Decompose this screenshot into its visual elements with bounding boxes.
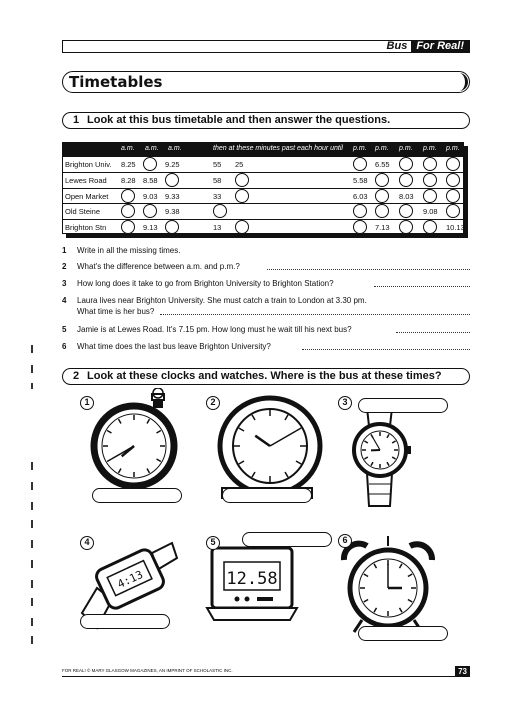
footer-copyright: FOR REAL! © MARY GLASGOW MAGAZINES, AN IMPRINT OF SCHOLASTIC INC.	[62, 668, 233, 673]
missing-time-circle[interactable]	[446, 204, 460, 218]
section-2-heading	[62, 368, 470, 385]
missing-time-circle[interactable]	[423, 220, 437, 234]
timetable-row	[63, 203, 463, 218]
stop-name: Brighton Univ.	[65, 160, 112, 169]
question-number: 2	[62, 262, 67, 271]
timetable-row	[63, 156, 463, 171]
mantel-clock-icon	[220, 398, 320, 498]
clock-2-number: 2	[206, 396, 220, 410]
stop-name: Open Market	[65, 191, 109, 201]
time-cell: 7.13	[375, 223, 390, 233]
missing-time-circle[interactable]	[446, 157, 460, 171]
time-cell: 8.03	[399, 191, 414, 201]
section-2-number: 2	[73, 370, 80, 382]
answer-line[interactable]	[302, 342, 470, 350]
missing-time-circle[interactable]	[121, 189, 135, 203]
time-cell: 33	[213, 191, 222, 201]
question-number: 5	[62, 325, 67, 334]
missing-time-circle[interactable]	[375, 204, 389, 218]
col-header: p.m.	[423, 145, 437, 152]
time-cell: 13	[213, 223, 222, 233]
time-cell: 9.25	[165, 160, 180, 169]
time-cell: 10.13	[446, 223, 465, 233]
page-number: 73	[455, 666, 470, 677]
question-text: Write in all the missing times.	[77, 246, 181, 255]
missing-time-circle[interactable]	[235, 220, 249, 234]
brand	[383, 40, 469, 53]
header-bus-label: Bus	[386, 40, 408, 52]
timetable-row	[63, 188, 463, 203]
digital-alarm-clock-icon	[207, 548, 297, 620]
time-cell: 58	[213, 175, 222, 185]
question-text: What time does the last bus leave Brighton University?	[77, 342, 271, 351]
time-cell: 9.08	[423, 207, 438, 217]
clocks-illustrations	[62, 388, 470, 650]
clock-6-number: 6	[338, 534, 352, 548]
header-for-real-label: For Real!	[411, 40, 469, 53]
missing-time-circle[interactable]	[423, 189, 437, 203]
missing-time-circle[interactable]	[399, 204, 413, 218]
timetable-row	[63, 219, 463, 234]
page-title-box	[62, 71, 470, 93]
section-1-heading	[62, 112, 470, 129]
svg-text:4:13: 4:13	[115, 567, 145, 591]
missing-time-circle[interactable]	[235, 173, 249, 187]
missing-time-circle[interactable]	[446, 173, 460, 187]
answer-line[interactable]	[160, 307, 470, 315]
question-text: Laura lives near Brighton University. She must catch a train to London at 3.30 pm.	[77, 296, 367, 305]
answer-box-1[interactable]	[92, 488, 182, 503]
section-1-text: Look at this bus timetable and then answer the questions.	[87, 114, 391, 126]
col-header: p.m.	[353, 145, 367, 152]
missing-time-circle[interactable]	[235, 189, 249, 203]
answer-box-6[interactable]	[358, 626, 448, 641]
timetable-header	[63, 143, 463, 156]
question-text-line-2: What time is her bus?	[77, 307, 155, 316]
missing-time-circle[interactable]	[399, 220, 413, 234]
answer-box-5[interactable]	[242, 532, 332, 547]
missing-time-circle[interactable]	[165, 173, 179, 187]
missing-time-circle[interactable]	[143, 157, 157, 171]
answer-box-2[interactable]	[222, 488, 312, 503]
missing-time-circle[interactable]	[375, 173, 389, 187]
page-title: Timetables	[69, 73, 163, 91]
clock-3-number: 3	[338, 396, 352, 410]
pocket-watch-icon	[94, 388, 174, 486]
half-moon-icon	[449, 71, 469, 93]
col-header: p.m.	[446, 145, 460, 152]
time-cell: 8.58	[143, 175, 158, 185]
header-bar	[62, 40, 470, 53]
clock-4-number: 4	[80, 536, 94, 550]
section-1-number: 1	[73, 114, 80, 126]
col-header: a.m.	[121, 145, 135, 152]
missing-time-circle[interactable]	[353, 204, 367, 218]
missing-time-circle[interactable]	[399, 157, 413, 171]
question-number: 6	[62, 342, 67, 351]
clocks-area	[62, 388, 470, 650]
wristwatch-icon	[354, 408, 411, 506]
svg-text:12.58: 12.58	[226, 569, 278, 589]
missing-time-circle[interactable]	[446, 189, 460, 203]
time-cell: 5.58	[353, 175, 368, 185]
answer-line[interactable]	[374, 279, 470, 287]
missing-time-circle[interactable]	[121, 220, 135, 234]
timetable-row	[63, 172, 463, 187]
answer-box-3[interactable]	[358, 398, 448, 413]
missing-time-circle[interactable]	[353, 157, 367, 171]
missing-time-circle[interactable]	[423, 157, 437, 171]
question-number: 4	[62, 296, 67, 305]
stop-name: Old Steine	[65, 207, 101, 217]
col-header: a.m.	[145, 145, 159, 152]
missing-time-circle[interactable]	[423, 173, 437, 187]
time-cell: 6.03	[353, 191, 368, 201]
missing-time-circle[interactable]	[165, 220, 179, 234]
answer-box-4[interactable]	[80, 614, 170, 629]
missing-time-circle[interactable]	[213, 204, 227, 218]
question-text: What's the difference between a.m. and p.m.?	[77, 262, 240, 271]
missing-time-circle[interactable]	[353, 220, 367, 234]
missing-time-circle[interactable]	[375, 189, 389, 203]
answer-line[interactable]	[396, 325, 470, 333]
missing-time-circle[interactable]	[399, 173, 413, 187]
time-cell: 55	[213, 160, 222, 169]
time-cell: 8.28	[121, 175, 136, 185]
time-cell: 9.03	[143, 191, 158, 201]
missing-time-circle[interactable]	[143, 204, 157, 218]
col-header: then at these minutes past each hour until	[213, 145, 343, 152]
col-header: p.m.	[399, 145, 413, 152]
alarm-clock-icon	[344, 536, 432, 632]
stop-name: Lewes Road	[65, 175, 107, 185]
clock-5-number: 5	[206, 536, 220, 550]
page-footer	[62, 667, 470, 677]
question-number: 1	[62, 246, 67, 255]
col-header: a.m.	[168, 145, 182, 152]
time-cell: 9.33	[165, 191, 180, 201]
question-text: Jamie is at Lewes Road. It's 7.15 pm. How long must he wait till his next bus?	[77, 325, 352, 334]
time-cell: 8.25	[121, 160, 136, 169]
section-2-text: Look at these clocks and watches. Where is the bus at these times?	[87, 370, 442, 382]
bus-timetable	[62, 142, 464, 234]
time-cell: 9.13	[143, 223, 158, 233]
clock-1-number: 1	[80, 396, 94, 410]
missing-time-circle[interactable]	[121, 204, 135, 218]
question-number: 3	[62, 279, 67, 288]
answer-line[interactable]	[267, 262, 470, 270]
time-cell: 9.38	[165, 207, 180, 217]
stop-name: Brighton Stn	[65, 223, 107, 233]
time-cell: 25	[235, 160, 244, 169]
col-header: p.m.	[375, 145, 389, 152]
time-cell: 6.55	[375, 160, 390, 169]
question-text: How long does it take to go from Brighton University to Brighton Station?	[77, 279, 334, 288]
